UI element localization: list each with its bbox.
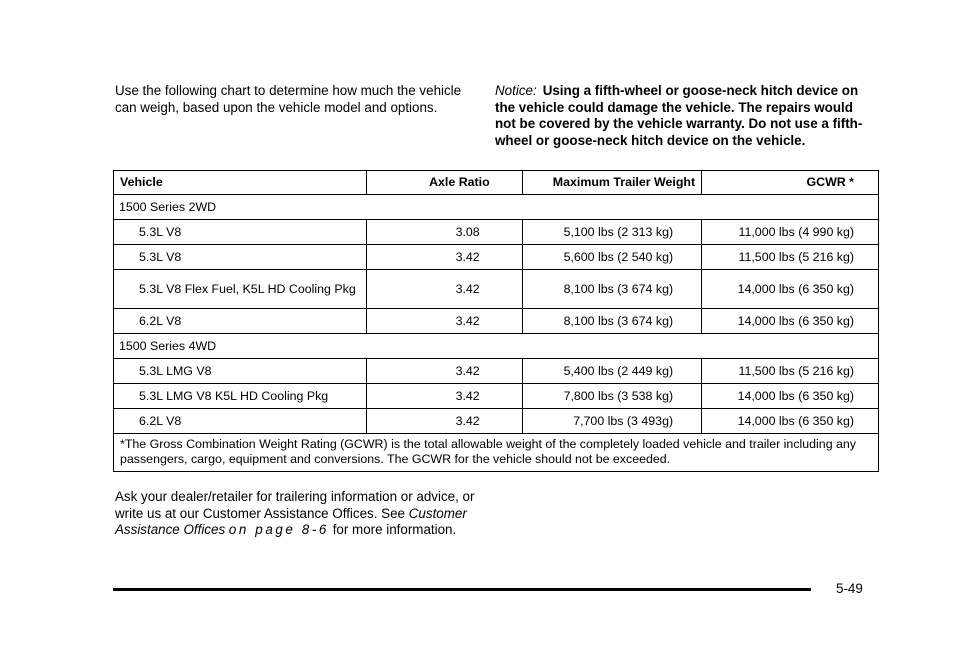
table-row xyxy=(114,359,879,384)
header-gcwr: GCWR * xyxy=(702,171,879,195)
table-header-row xyxy=(114,171,879,195)
cell-max-weight: 5,100 lbs (2 313 kg) xyxy=(522,220,701,245)
table-row xyxy=(114,384,879,409)
cell-gcwr: 11,500 lbs (5 216 kg) xyxy=(702,359,879,384)
cell-gcwr: 14,000 lbs (6 350 kg) xyxy=(702,309,879,334)
cell-vehicle: 5.3L V8 Flex Fuel, K5L HD Cooling Pkg xyxy=(114,270,367,309)
header-max-trailer-weight: Maximum Trailer Weight xyxy=(522,171,701,195)
cell-axle: 3.42 xyxy=(367,270,522,309)
notice-paragraph xyxy=(495,83,865,149)
notice-text: Using a fifth-wheel or goose-neck hitch device on the vehicle could damage the vehicle. The repairs would not be covered by the vehicle warranty. Do not use a fifth-wheel or goose-neck hitch device on the vehicle. xyxy=(495,83,863,148)
cell-gcwr: 11,500 lbs (5 216 kg) xyxy=(702,245,879,270)
cell-axle: 3.08 xyxy=(367,220,522,245)
cell-gcwr: 14,000 lbs (6 350 kg) xyxy=(702,384,879,409)
gcwr-footnote: *The Gross Combination Weight Rating (GCWR) is the total allowable weight of the completely loaded vehicle and trailer including any passengers, cargo, equipment and conversions. The GCWR for the vehicle should not be exceeded. xyxy=(114,434,879,472)
cell-vehicle: 5.3L V8 xyxy=(114,245,367,270)
cell-max-weight: 7,800 lbs (3 538 kg) xyxy=(522,384,701,409)
cell-vehicle: 6.2L V8 xyxy=(114,309,367,334)
trailer-weight-table xyxy=(113,170,879,472)
cell-max-weight: 5,400 lbs (2 449 kg) xyxy=(522,359,701,384)
xref-page[interactable]: on page 8-6 xyxy=(228,522,329,538)
group-row-4wd xyxy=(114,334,879,359)
footer-rule xyxy=(113,588,811,591)
intro-paragraph: Use the following chart to determine how much the vehicle can weigh, based upon the vehicle model and options. xyxy=(115,83,462,115)
cell-axle: 3.42 xyxy=(367,309,522,334)
group-row-2wd xyxy=(114,195,879,220)
cell-gcwr: 14,000 lbs (6 350 kg) xyxy=(702,409,879,434)
header-vehicle: Vehicle xyxy=(114,171,367,195)
cell-vehicle: 5.3L V8 xyxy=(114,220,367,245)
cell-axle: 3.42 xyxy=(367,245,522,270)
header-axle-ratio: Axle Ratio xyxy=(367,171,522,195)
group-label: 1500 Series 2WD xyxy=(114,195,879,220)
cell-axle: 3.42 xyxy=(367,384,522,409)
closing-paragraph xyxy=(115,489,485,539)
closing-text-after: for more information. xyxy=(332,522,457,538)
closing-text-before: Ask your dealer/retailer for trailering information or advice, or write us at our Customer Assistance Offices. See xyxy=(115,489,475,521)
table-row xyxy=(114,220,879,245)
cell-axle: 3.42 xyxy=(367,409,522,434)
group-label: 1500 Series 4WD xyxy=(114,334,879,359)
cell-max-weight: 5,600 lbs (2 540 kg) xyxy=(522,245,701,270)
cell-max-weight: 8,100 lbs (3 674 kg) xyxy=(522,270,701,309)
table-row xyxy=(114,309,879,334)
table-footnote-row xyxy=(114,434,879,472)
cell-axle: 3.42 xyxy=(367,359,522,384)
cell-gcwr: 14,000 lbs (6 350 kg) xyxy=(702,270,879,309)
page-number: 5-49 xyxy=(836,581,863,596)
table-row xyxy=(114,245,879,270)
cell-vehicle: 5.3L LMG V8 xyxy=(114,359,367,384)
notice-label: Notice: xyxy=(495,83,537,98)
table-row xyxy=(114,270,879,309)
cell-gcwr: 11,000 lbs (4 990 kg) xyxy=(702,220,879,245)
cell-max-weight: 8,100 lbs (3 674 kg) xyxy=(522,309,701,334)
table-row xyxy=(114,409,879,434)
cell-max-weight: 7,700 lbs (3 493g) xyxy=(522,409,701,434)
xref-title[interactable]: Customer Assistance Offices xyxy=(115,505,467,538)
cell-vehicle: 6.2L V8 xyxy=(114,409,367,434)
cell-vehicle: 5.3L LMG V8 K5L HD Cooling Pkg xyxy=(114,384,367,409)
